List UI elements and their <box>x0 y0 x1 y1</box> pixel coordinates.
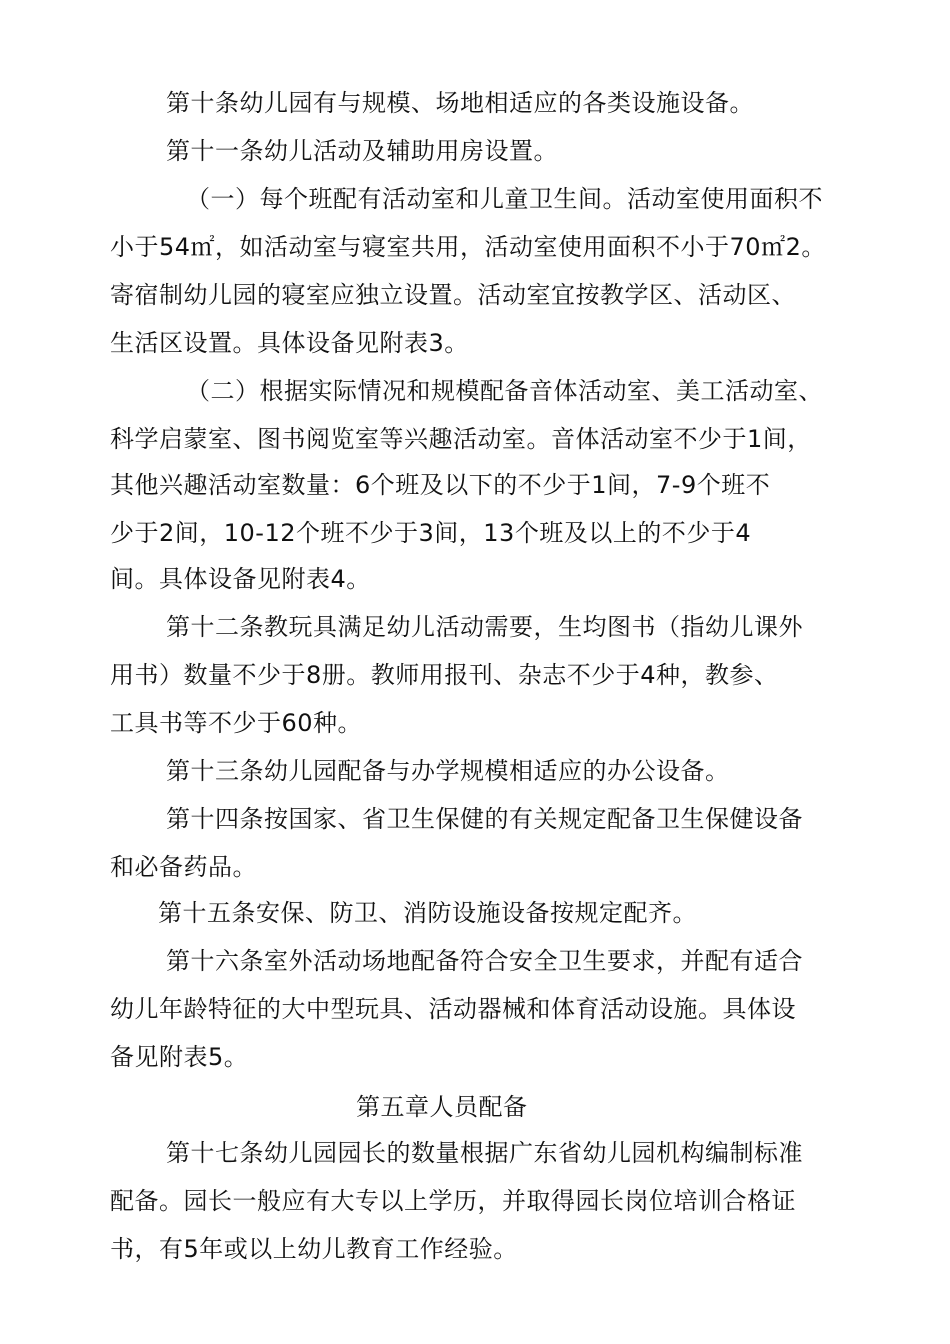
paragraph-line: 幼儿年龄特征的大中型玩具、活动器械和体育活动设施。具体设 <box>110 995 796 1023</box>
paragraph-line: 少于2间，10-12个班不少于3间，13个班及以上的不少于4 <box>110 519 752 547</box>
paragraph-line: 第十三条幼儿园配备与办学规模相适应的办公设备。 <box>166 757 730 785</box>
paragraph-line: 第十一条幼儿活动及辅助用房设置。 <box>166 137 558 165</box>
paragraph-line: （一）每个班配有活动室和儿童卫生间。活动室使用面积不 <box>186 185 823 213</box>
paragraph-line: 书，有5年或以上幼儿教育工作经验。 <box>110 1235 518 1263</box>
paragraph-line: 工具书等不少于60种。 <box>110 709 363 737</box>
paragraph-line: 其他兴趣活动室数量：6个班及以下的不少于1间，7-9个班不 <box>110 471 771 499</box>
paragraph-line: 用书）数量不少于8册。教师用报刊、杂志不少于4种，教参、 <box>110 661 779 689</box>
paragraph-line: 第十条幼儿园有与规模、场地相适应的各类设施设备。 <box>166 89 754 117</box>
paragraph-line: 寄宿制幼儿园的寝室应独立设置。活动室宜按教学区、活动区、 <box>110 281 796 309</box>
paragraph-line: 配备。园长一般应有大专以上学历，并取得园长岗位培训合格证 <box>110 1187 796 1215</box>
paragraph-line: 备见附表5。 <box>110 1043 249 1071</box>
paragraph-line: 小于54㎡，如活动室与寝室共用，活动室使用面积不小于70㎡2。 <box>110 233 826 261</box>
paragraph-line: 和必备药品。 <box>110 853 257 881</box>
paragraph-line: 第十五条安保、防卫、消防设施设备按规定配齐。 <box>158 899 697 927</box>
paragraph-line: 第十四条按国家、省卫生保健的有关规定配备卫生保健设备 <box>166 805 803 833</box>
paragraph-line: 间。具体设备见附表4。 <box>110 565 371 593</box>
paragraph-line: 第十七条幼儿园园长的数量根据广东省幼儿园机构编制标准 <box>166 1139 803 1167</box>
paragraph-line: 科学启蒙室、图书阅览室等兴趣活动室。音体活动室不少于1间， <box>110 425 812 453</box>
paragraph-line: （二）根据实际情况和规模配备音体活动室、美工活动室、 <box>186 377 823 405</box>
paragraph-line: 第十二条教玩具满足幼儿活动需要，生均图书（指幼儿课外 <box>166 613 803 641</box>
chapter-heading: 第五章人员配备 <box>356 1093 528 1121</box>
paragraph-line: 第十六条室外活动场地配备符合安全卫生要求，并配有适合 <box>166 947 803 975</box>
paragraph-line: 生活区设置。具体设备见附表3。 <box>110 329 469 357</box>
